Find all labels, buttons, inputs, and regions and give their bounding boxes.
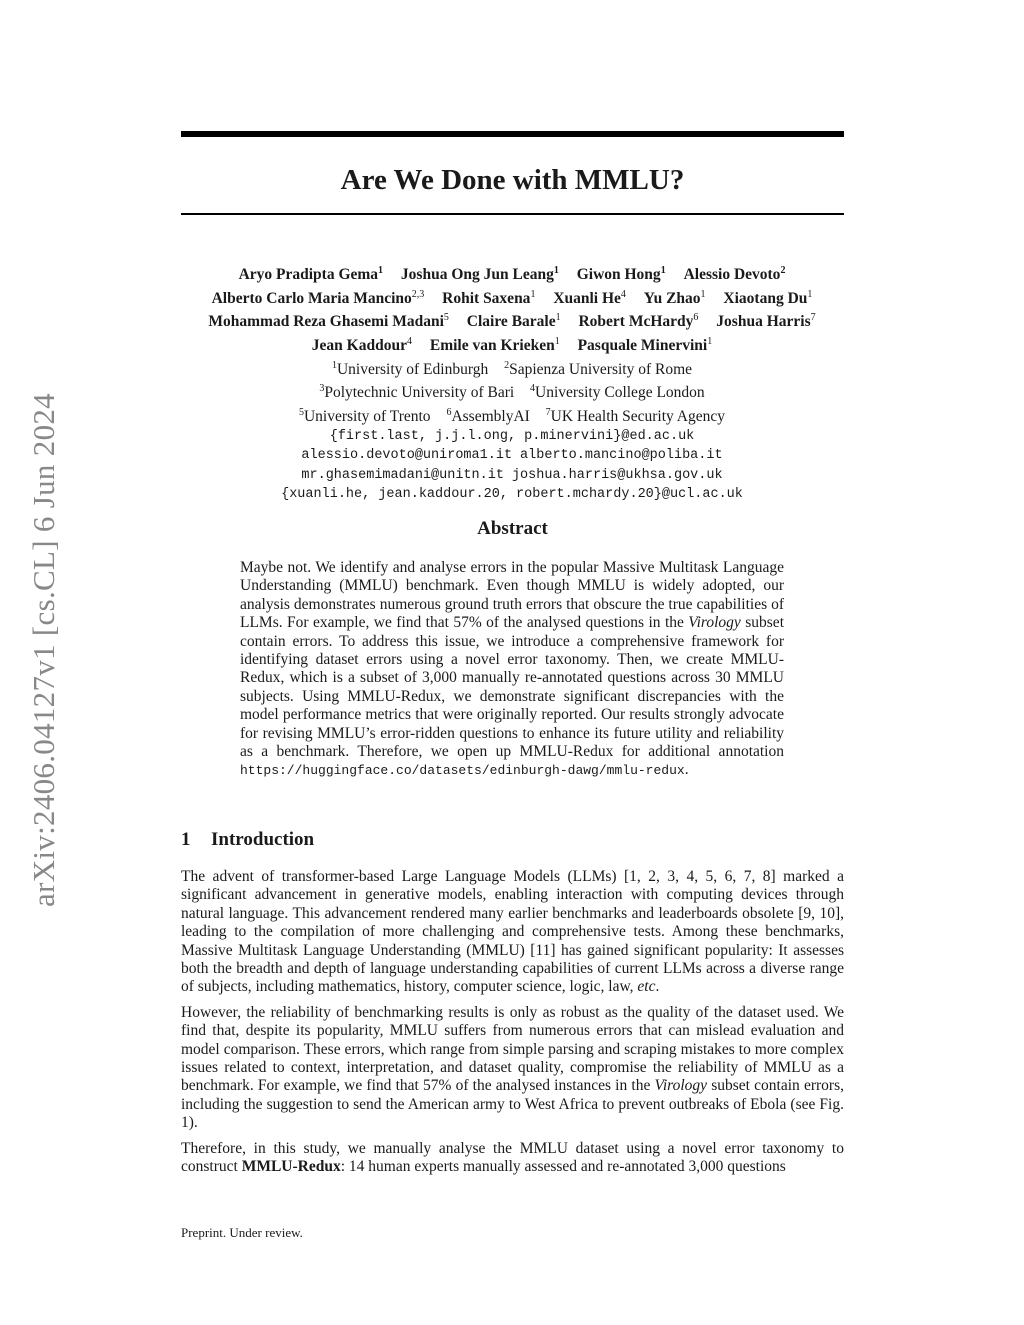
section-heading-introduction <box>181 827 314 853</box>
affiliation-mark: 7 <box>545 406 551 418</box>
author-affiliation-mark: 1 <box>700 288 706 300</box>
email-address[interactable]: joshua.harris@ukhsa.gov.uk <box>511 467 723 483</box>
author-affiliation-mark: 7 <box>810 312 816 324</box>
affiliation-name: University of Edinburgh <box>336 360 489 378</box>
affiliation-mark: 2 <box>504 359 510 371</box>
abstract-body <box>240 559 784 781</box>
author-affiliation-mark: 1 <box>530 288 536 300</box>
author-name: Xuanli He <box>553 289 621 307</box>
author-name: Alessio Devoto <box>683 266 781 284</box>
abstract-subset-name: Virology <box>688 614 741 632</box>
affiliation-name: Polytechnic University of Bari <box>324 384 515 402</box>
affiliation <box>504 361 692 378</box>
author-block <box>100 261 924 505</box>
author <box>239 266 383 283</box>
author-name: Rohit Saxena <box>442 289 531 307</box>
author-row <box>100 285 924 309</box>
paragraph-text: subset contain errors, including the suggestion to send the American army to West Africa to prevent outbreaks of Ebola (see Fig. 1). <box>181 1077 844 1132</box>
affiliation <box>332 361 488 378</box>
email-row <box>100 427 924 447</box>
author-affiliation-mark: 1 <box>555 312 561 324</box>
author <box>577 266 666 283</box>
affiliation-mark: 1 <box>331 359 337 371</box>
paragraph-text: . <box>655 978 660 996</box>
author <box>723 290 812 307</box>
title-rule-bottom <box>181 213 844 215</box>
paragraph <box>181 1004 844 1133</box>
introduction-body <box>181 868 844 1184</box>
abstract-heading: Abstract <box>477 518 548 539</box>
author-row <box>100 261 924 285</box>
author <box>553 290 626 307</box>
author <box>716 313 815 330</box>
affiliation-row <box>100 403 924 427</box>
affiliation <box>530 384 705 401</box>
author-name: Giwon Hong <box>576 266 661 284</box>
author-name: Joshua Ong Jun Leang <box>400 266 554 284</box>
title-rule-top <box>181 131 844 137</box>
author-affiliation-mark: 1 <box>554 335 560 347</box>
affiliation-name: UK Health Security Agency <box>550 408 726 426</box>
abstract-text: Maybe not. We identify and analyse errors in the popular Massive Multitask Language Understanding (MMLU) benchmark. Even though MMLU is widely adopted, our analysis demonstrates numerous ground truth errors that obscure the true capabilities of LLMs. For example, we find that 57% of the analysed questions in the <box>240 559 784 632</box>
author <box>208 313 449 330</box>
author-name: Joshua Harris <box>716 313 811 331</box>
abstract-text: subset contain errors. To address this issue, we introduce a comprehensive framework for identifying dataset errors using a novel error taxonomy. Then, we create MMLU-Redux, which is a subset of 3,000 manually re-annotated questions across 30 MMLU subjects. Using MMLU-Redux, we demonstrate significant discrepancies with the model performance metrics that were originally reported. Our results strongly advocate for revising MMLU’s error-ridden questions to enhance its future utility and reliability as a benchmark. Therefore, we open up MMLU-Redux for additional annotation <box>240 614 784 761</box>
paragraph-text: Therefore, in this study, we manually analyse the MMLU dataset using a novel error taxonomy to construct <box>181 1139 844 1176</box>
email-address[interactable]: alberto.mancino@poliba.it <box>520 448 723 464</box>
author-affiliation-mark: 2 <box>780 265 786 276</box>
author-name: Yu Zhao <box>643 289 701 307</box>
author-affiliation-mark: 6 <box>693 312 699 324</box>
author <box>644 290 706 307</box>
email-address[interactable]: {xuanli.he, jean.kaddour.20, robert.mchardy.20}@ucl.ac.uk <box>281 487 743 503</box>
author <box>442 290 535 307</box>
page-footer: Preprint. Under review. <box>181 1225 303 1240</box>
author <box>684 266 786 283</box>
author-affiliation-mark: 2,3 <box>411 288 425 300</box>
author-name: Aryo Pradipta Gema <box>238 266 379 284</box>
email-address[interactable]: mr.ghasemimadani@unitn.it <box>301 467 504 483</box>
affiliation <box>446 408 529 425</box>
author <box>401 266 559 283</box>
paragraph <box>181 1140 844 1177</box>
affiliation <box>319 384 514 401</box>
affiliation-mark: 5 <box>298 406 304 418</box>
paragraph-text: The advent of transformer-based Large Language Models (LLMs) [1, 2, 3, 4, 5, 6, 7, 8] marked a significant advancement in generative models, enabling interaction with computing devices through natural language. This advancement rendered many earlier benchmarks and leaderboards obsolete [9, 10], leading to the compilation of more challenging and comprehensive tests. Among these benchmarks, Massive Multitask Language Understanding (MMLU) [11] has gained significant popularity: It assesses both the breadth and depth of language understanding capabilities of current LLMs across a diverse range of subjects, including mathematics, history, computer science, logic, law, <box>181 868 844 996</box>
affiliation-row <box>100 356 924 380</box>
author <box>578 337 713 354</box>
author-affiliation-mark: 1 <box>807 288 813 300</box>
paragraph-bold: MMLU-Redux <box>241 1158 341 1176</box>
email-row <box>100 446 924 466</box>
author-name: Claire Barale <box>466 313 556 331</box>
author-affiliation-mark: 1 <box>378 265 384 276</box>
author-affiliation-mark: 4 <box>406 335 412 347</box>
author-name: Pasquale Minervini <box>577 337 708 355</box>
affiliation-name: University of Trento <box>303 408 431 426</box>
author <box>212 290 425 307</box>
section-title: Introduction <box>211 829 315 850</box>
author-name: Alberto Carlo Maria Mancino <box>211 289 412 307</box>
arxiv-identifier-stamp: arXiv:2406.04127v1 [cs.CL] 6 Jun 2024 <box>26 393 61 907</box>
paper-title: Are We Done with MMLU? <box>340 164 685 196</box>
dataset-link[interactable]: https://huggingface.co/datasets/edinburgh-dawg/mmlu-redux <box>240 763 685 779</box>
affiliation-row <box>100 379 924 403</box>
author <box>578 313 698 330</box>
author <box>430 337 560 354</box>
author-name: Emile van Krieken <box>429 337 555 355</box>
section-number: 1 <box>181 829 191 850</box>
author-affiliation-mark: 4 <box>620 288 626 300</box>
author-name: Xiaotang Du <box>723 289 808 307</box>
author-row <box>100 308 924 332</box>
affiliation-name: University College London <box>535 384 705 402</box>
author-name: Robert McHardy <box>578 313 694 331</box>
affiliation-name: Sapienza University of Rome <box>509 360 693 378</box>
affiliation <box>546 408 725 425</box>
paragraph-text: However, the reliability of benchmarking results is only as robust as the quality of the dataset used. We find that, despite its popularity, MMLU suffers from numerous errors that can mislead evaluation and model comparison. These errors, which range from simple parsing and scraping mistakes to more complex issues related to context, interpretation, and dataset quality, compromise the reliability of MMLU as a benchmark. For example, we find that 57% of the analysed instances in the <box>181 1003 844 1095</box>
author-name: Mohammad Reza Ghasemi Madani <box>208 313 444 331</box>
affiliation-mark: 4 <box>530 383 536 395</box>
affiliation-mark: 3 <box>319 383 325 395</box>
author-affiliation-mark: 1 <box>707 335 713 347</box>
affiliation-mark: 6 <box>446 406 452 418</box>
author-affiliation-mark: 1 <box>660 265 666 276</box>
affiliation <box>299 408 431 425</box>
paragraph-italic: etc <box>637 978 656 996</box>
email-row <box>100 466 924 486</box>
email-row <box>100 485 924 505</box>
author-name: Jean Kaddour <box>311 337 407 355</box>
author <box>467 313 561 330</box>
author-affiliation-mark: 5 <box>443 312 449 324</box>
paragraph <box>181 868 844 997</box>
email-address[interactable]: {first.last, j.j.l.ong, p.minervini}@ed.ac.uk <box>329 428 695 444</box>
email-address[interactable]: alessio.devoto@uniroma1.it <box>301 448 513 464</box>
author-row <box>100 332 924 356</box>
affiliation-name: AssemblyAI <box>451 408 530 426</box>
abstract-text: . <box>684 761 689 779</box>
paragraph-italic: Virology <box>654 1077 708 1095</box>
author <box>312 337 412 354</box>
author-affiliation-mark: 1 <box>553 265 559 276</box>
paragraph-text: : 14 human experts manually assessed and re-annotated 3,000 questions <box>340 1158 786 1176</box>
